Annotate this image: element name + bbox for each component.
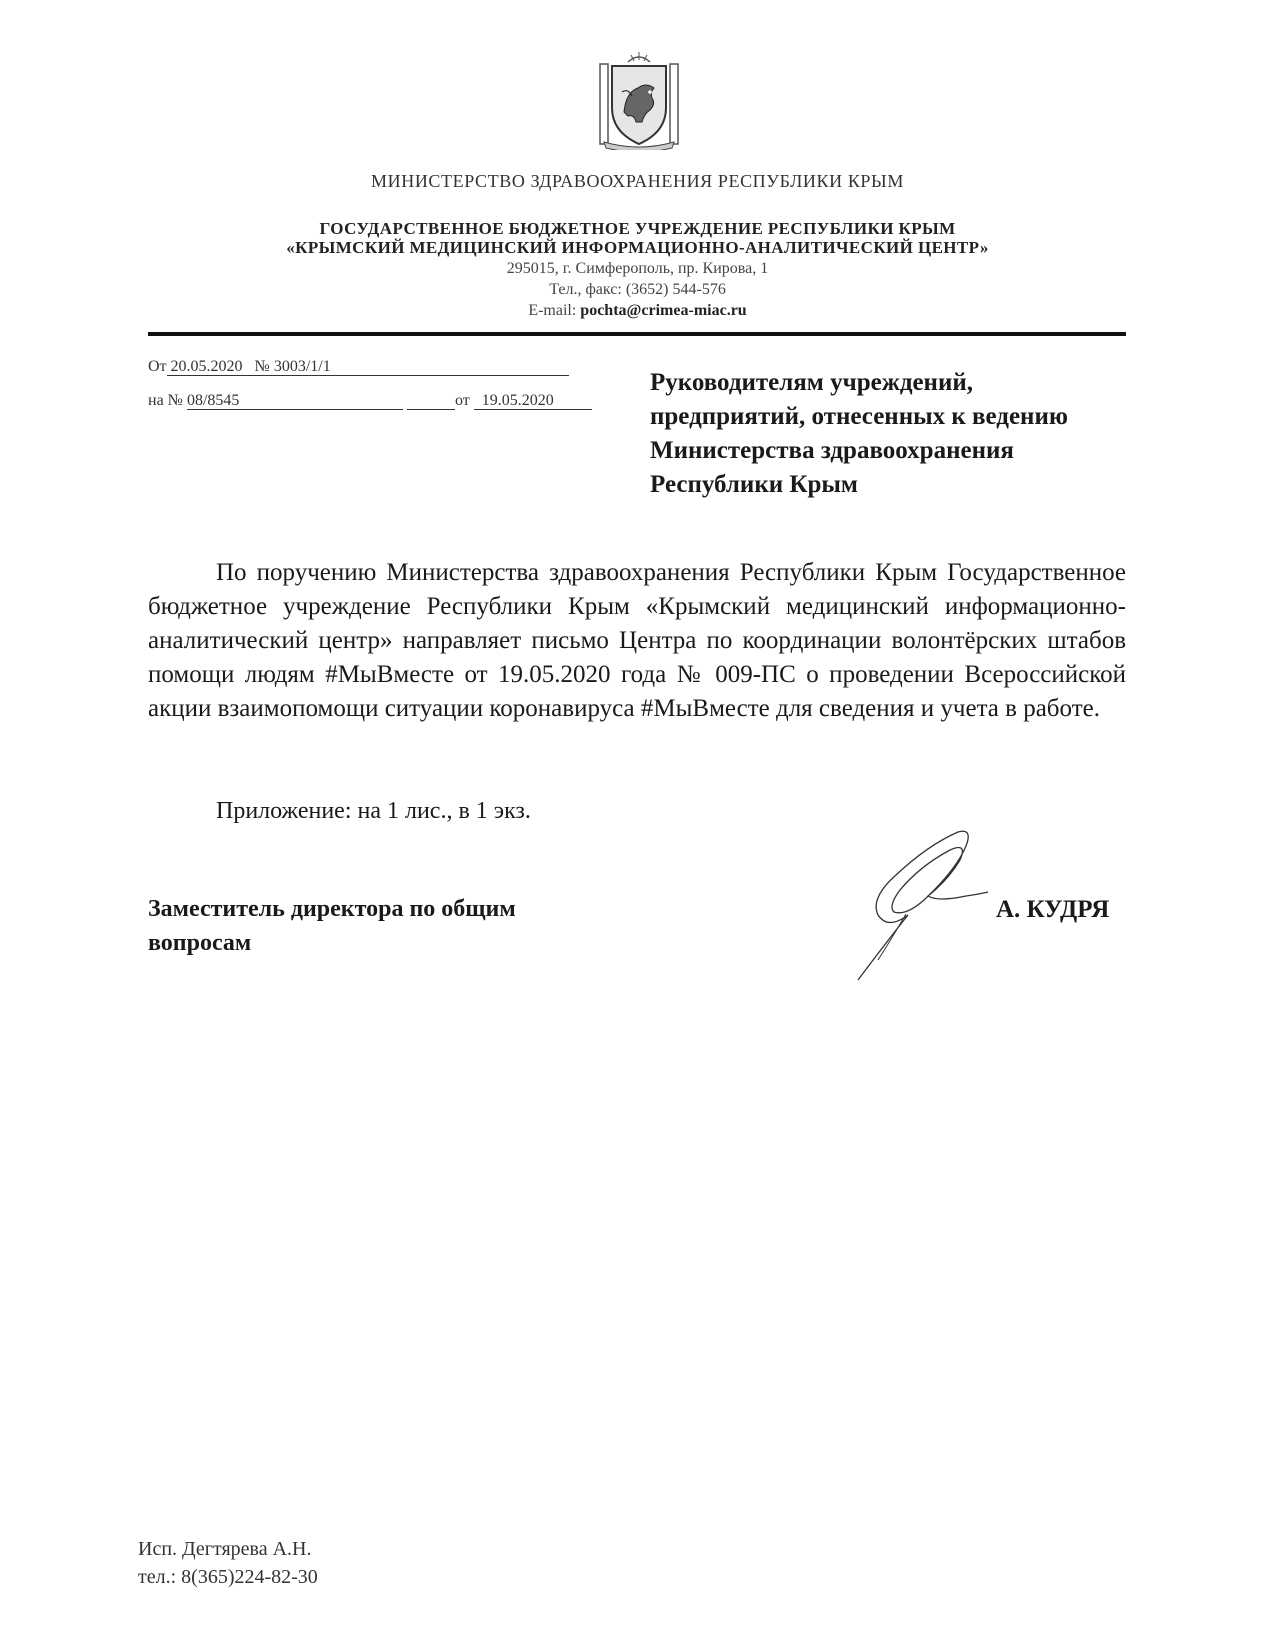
- signatory-name: А. КУДРЯ: [996, 896, 1110, 923]
- signatory-title-line2: вопросам: [148, 930, 252, 956]
- addressee-line: предприятий, отнесенных к ведению: [650, 403, 1068, 430]
- outgoing-reference: [148, 358, 569, 376]
- letter-body-paragraph: По поручению Министерства здравоохранения Республики Крым Государственное бюджетное учреждение Республики Крым «Крымский медицинский информационно-аналитический центр» направляет письмо Центра по координации волонтёрских штабов помощи людям #МыВместе от 19.05.2020 года № 009-ПС о проведении Всероссийской акции взаимопомощи ситуации коронавируса #МыВместе для сведения и учета в работе.: [148, 559, 1126, 722]
- reply-number: 08/8545: [187, 392, 403, 410]
- letterhead-divider: [148, 332, 1126, 336]
- reply-date: 19.05.2020: [474, 392, 592, 410]
- addressee-line: Министерства здравоохранения: [650, 437, 1014, 464]
- organization-name-line2: «КРЫМСКИЙ МЕДИЦИНСКИЙ ИНФОРМАЦИОННО-АНАЛИТИЧЕСКИЙ ЦЕНТР»: [286, 238, 989, 257]
- from-label: От: [148, 358, 167, 375]
- outgoing-number: 3003/1/1: [273, 358, 331, 375]
- signatory-title-line1: Заместитель директора по общим: [148, 896, 516, 922]
- outgoing-reference-line-tail: [393, 358, 569, 376]
- email-label: E-mail:: [528, 302, 577, 319]
- organization-phone: Тел., факс: (3652) 544-576: [549, 281, 726, 298]
- from-date: 20.05.2020: [170, 358, 243, 375]
- incoming-reference: [148, 392, 592, 410]
- organization-email-line: [0, 302, 1275, 320]
- coat-of-arms-emblem: [598, 52, 680, 150]
- signatory-title: [148, 892, 516, 960]
- organization-address: 295015, г. Симферополь, пр. Кирова, 1: [506, 260, 769, 277]
- ministry-name: МИНИСТЕРСТВО ЗДРАВООХРАНЕНИЯ РЕСПУБЛИКИ КРЫМ: [371, 171, 904, 191]
- reply-date-label: от: [454, 392, 470, 409]
- number-label: №: [254, 358, 270, 375]
- outgoing-reference-line: [167, 358, 393, 376]
- reply-number-line-tail: [407, 392, 455, 410]
- executor-name: Исп. Дегтярева А.Н.: [138, 1538, 312, 1560]
- handwritten-signature: [848, 820, 1008, 990]
- attachment-note: Приложение: на 1 лис., в 1 экз.: [216, 798, 531, 824]
- organization-name-line1: ГОСУДАРСТВЕННОЕ БЮДЖЕТНОЕ УЧРЕЖДЕНИЕ РЕСПУБЛИКИ КРЫМ: [319, 219, 956, 238]
- addressee-line: Республики Крым: [650, 471, 858, 498]
- addressee-line: Руководителям учреждений,: [650, 369, 974, 396]
- executor-phone: тел.: 8(365)224-82-30: [138, 1566, 318, 1588]
- email-address: pochta@crimea-miac.ru: [580, 302, 747, 319]
- reply-label: на №: [148, 392, 183, 409]
- addressee-block: [650, 366, 1120, 502]
